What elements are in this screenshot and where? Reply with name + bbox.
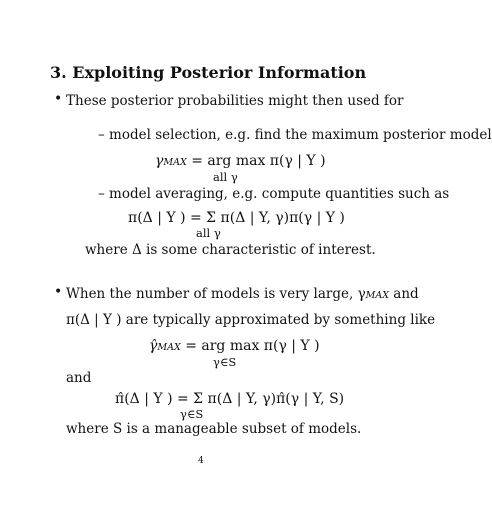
eq-hat-avg-under: γ∈S — [180, 407, 204, 421]
equation-hat-gamma-max — [149, 338, 320, 354]
page-number: 4 — [198, 456, 204, 466]
equation-gamma-max — [155, 153, 326, 169]
eq-rhs: = arg max π(γ | Y ) — [191, 153, 326, 169]
eq-hat-under: γ∈S — [213, 355, 237, 369]
bullet2-lead-line2: π(Δ | Y ) are typically approximated by something like — [66, 312, 436, 328]
lead1-text: When the number of models is very large, γ — [66, 286, 366, 302]
eq-hat-rhs: = arg max π(γ | Y ) — [185, 338, 320, 354]
and-word: and — [66, 370, 92, 386]
model-selection-line: – model selection, e.g. find the maximum posterior model — [98, 127, 492, 143]
model-averaging-line: – model averaging, e.g. compute quantities such as — [98, 186, 450, 202]
bullet-marker: • — [54, 91, 63, 107]
where-delta-line: where Δ is some characteristic of interest. — [85, 242, 376, 258]
bullet2-lead-line1 — [66, 286, 419, 302]
eq-hat-lhs-sub: MAX — [157, 342, 181, 353]
bullet1-lead: These posterior probabilities might then used for — [66, 93, 404, 109]
eq-avg-under: all γ — [196, 226, 221, 240]
section-heading: 3. Exploiting Posterior Information — [50, 63, 367, 82]
eq-lhs: γ — [155, 153, 164, 169]
lead1-end: and — [389, 286, 419, 302]
bullet-marker: • — [54, 284, 63, 300]
eq-under-all-gamma: all γ — [213, 170, 238, 184]
lead1-sub: MAX — [365, 290, 390, 301]
eq-hat-lhs: γ̂ — [149, 338, 158, 354]
where-s-line: where S is a manageable subset of models. — [66, 421, 362, 437]
eq-lhs-sub: MAX — [163, 157, 187, 168]
equation-hat-average: π̂(Δ | Y ) = Σ π(Δ | Y, γ)π̂(γ | Y, S) — [115, 391, 345, 407]
equation-average: π(Δ | Y ) = Σ π(Δ | Y, γ)π(γ | Y ) — [128, 210, 345, 226]
